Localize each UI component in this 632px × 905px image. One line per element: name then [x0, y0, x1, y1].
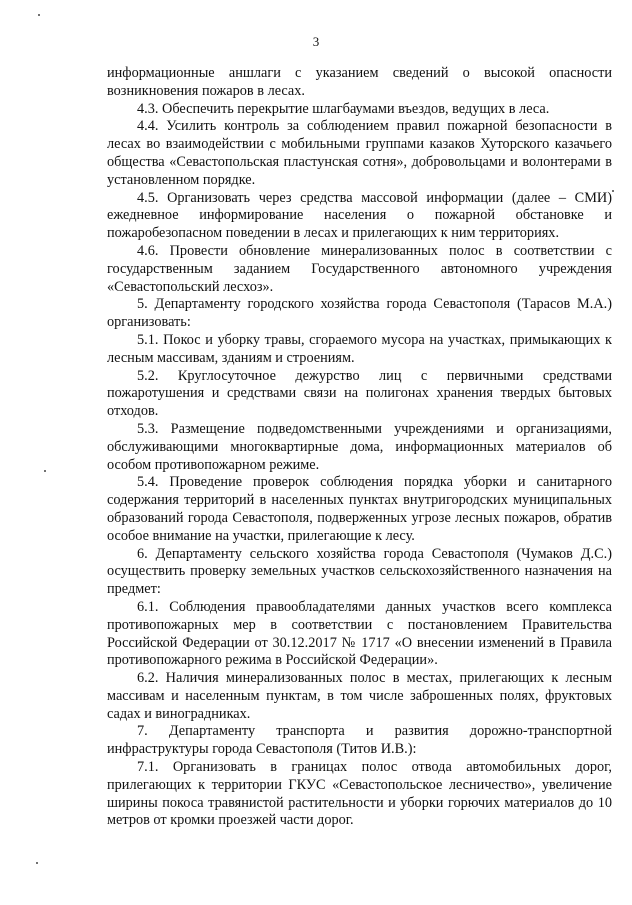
paragraph: 5.4. Проведение проверок соблюдения порядка уборки и санитарного содержания территорий в населенных пунктах внутригородских муниципальных образований города Севастополя, подверженных угрозе лесных пожаров, обратив особое внимание на участки, прилегающие к лесу.	[107, 474, 612, 544]
paragraph: 5.3. Размещение подведомственными учреждениями и организациями, обслуживающими многоквартирные дома, информационных материалов об особом противопожарном режиме.	[107, 420, 612, 473]
paragraph: 4.5. Организовать через средства массовой информации (далее – СМИ) ежедневное информирование населения о пожарной обстановке и пожаробезопасном поведении в лесах и прилегающих к ним территориях.	[107, 189, 612, 242]
paragraph: 4.4. Усилить контроль за соблюдением правил пожарной безопасности в лесах во взаимодействии с мобильными группами казаков Хуторского казачьего общества «Севастопольская пластунская сотня», добровольцами и волонтерами в установленном порядке.	[107, 118, 612, 188]
page-number: 3	[312, 34, 320, 49]
paragraph: 5.1. Покос и уборку травы, сгораемого мусора на участках, примыкающих к лесным массивам, зданиям и строениям.	[107, 331, 612, 366]
paragraph: 6. Департаменту сельского хозяйства города Севастополя (Чумаков Д.С.) осуществить проверку земельных участков сельскохозяйственного назначения на предмет:	[107, 545, 612, 598]
scan-speck	[38, 14, 40, 16]
paragraph: 6.2. Наличия минерализованных полос в местах, прилегающих к лесным массивам и населенным пунктам, в том числе заброшенных полях, фруктовых садах и виноградниках.	[107, 670, 612, 722]
document-body	[107, 65, 612, 830]
paragraph: 4.6. Провести обновление минерализованных полос в соответствии с государственным заданием Государственного автономного учреждения «Севастопольский лесхоз».	[107, 242, 612, 295]
paragraph: 5. Департаменту городского хозяйства города Севастополя (Тарасов М.А.) организовать:	[107, 296, 612, 331]
paragraph: информационные аншлаги с указанием сведений о высокой опасности возникновения пожаров в лесах.	[107, 65, 612, 99]
scan-speck	[612, 190, 614, 192]
scan-speck	[36, 862, 38, 864]
paragraph: 6.1. Соблюдения правообладателями данных участков всего комплекса противопожарных мер в соответствии с постановлением Правительства Российской Федерации от 30.12.2017 № 1717 «О внесении изменений в Правила противопожарного режима в Российской Федерации».	[107, 598, 612, 669]
scan-speck	[44, 470, 46, 472]
paragraph: 5.2. Круглосуточное дежурство лиц с первичными средствами пожаротушения и средствами связи на полигонах хранения твердых бытовых отходов.	[107, 367, 612, 420]
paragraph: 4.3. Обеспечить перекрытие шлагбаумами въездов, ведущих в леса.	[137, 100, 550, 117]
paragraph: 7. Департаменту транспорта и развития дорожно-транспортной инфраструктуры города Севастополя (Титов И.В.):	[107, 723, 612, 758]
paragraph: 7.1. Организовать в границах полос отвода автомобильных дорог, прилегающих к территории ГКУС «Севастопольское лесничество», увеличение ширины покоса травянистой растительности и уборки горючих материалов до 10 метров от кромки проезжей части дорог.	[107, 759, 612, 829]
